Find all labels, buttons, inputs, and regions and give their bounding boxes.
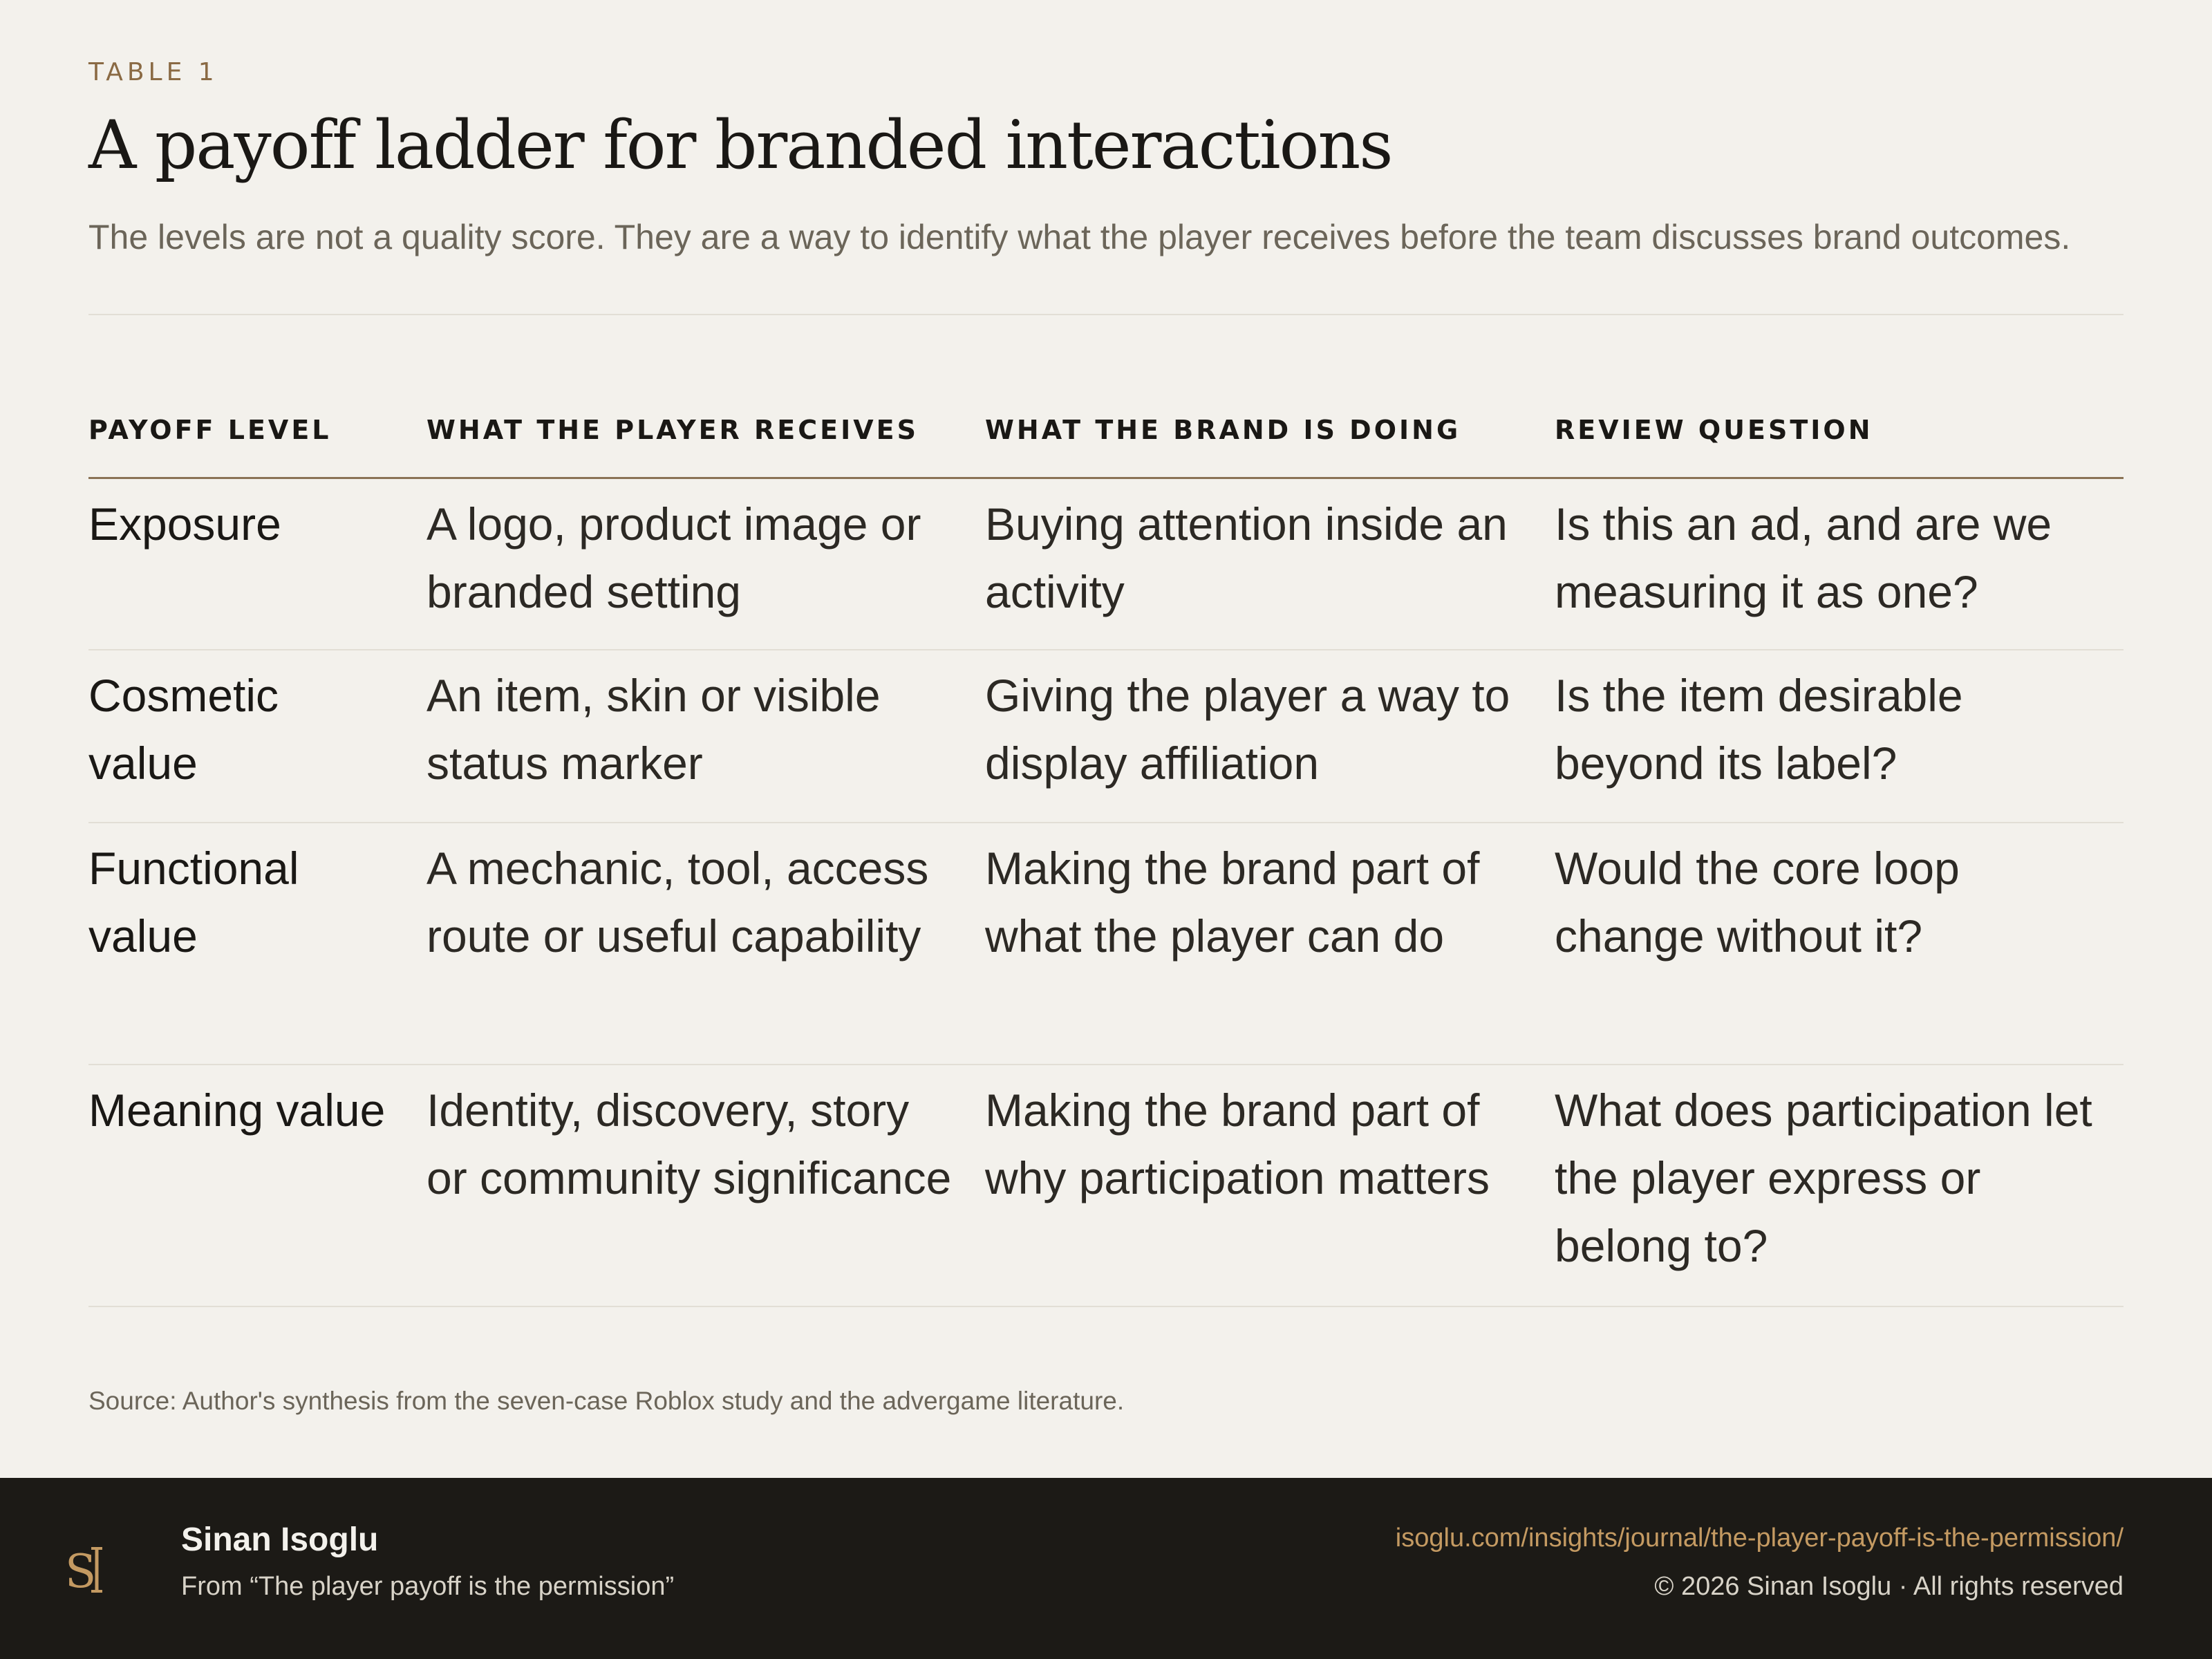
table-row	[88, 823, 2124, 1065]
brand-doing-cell: Making the brand part of what the player can do	[985, 843, 1480, 962]
payoff-level-cell: Cosmetic value	[88, 670, 279, 789]
player-receives-cell: A logo, product image or branded setting	[427, 498, 921, 617]
author-name: Sinan Isoglu	[181, 1521, 379, 1558]
copyright-notice: © 2026 Sinan Isoglu · All rights reserved	[1654, 1572, 2124, 1601]
player-receives-cell: A mechanic, tool, access route or useful capability	[427, 843, 929, 962]
si-monogram-icon	[61, 1539, 123, 1601]
table-row	[88, 650, 2124, 823]
svg-text:S: S	[65, 1545, 97, 1598]
footer	[0, 1478, 2212, 1659]
column-header-player-receives: WHAT THE PLAYER RECEIVES	[427, 415, 919, 445]
article-link[interactable]: isoglu.com/insights/journal/the-player-payoff-is-the-permission/	[1395, 1524, 2124, 1553]
table-label: TABLE 1	[88, 58, 218, 86]
source-note: Source: Author's synthesis from the seven-case Roblox study and the advergame literature.	[88, 1387, 1125, 1415]
table-row	[88, 1065, 2124, 1307]
brand-doing-cell: Giving the player a way to display affiliation	[985, 670, 1510, 789]
payoff-level-cell: Meaning value	[88, 1085, 386, 1136]
column-header-payoff-level: PAYOFF LEVEL	[88, 415, 332, 445]
player-receives-cell: Identity, discovery, story or community significance	[427, 1085, 952, 1203]
article-reference: From “The player payoff is the permission”	[181, 1572, 675, 1601]
review-question-cell: Is this an ad, and are we measuring it as one?	[1555, 498, 2052, 617]
payoff-table	[88, 387, 2124, 1307]
table-header	[88, 387, 2124, 479]
review-question-cell: Is the item desirable beyond its label?	[1555, 670, 1963, 789]
payoff-level-cell: Exposure	[88, 498, 281, 550]
page-title: A payoff ladder for branded interactions	[88, 106, 1392, 184]
page-subtitle: The levels are not a quality score. They are a way to identify what the player receives before the team discusses brand outcomes.	[88, 218, 2071, 256]
column-header-review-question: REVIEW QUESTION	[1555, 415, 1873, 445]
table-row	[88, 479, 2124, 650]
review-question-cell: Would the core loop change without it?	[1555, 843, 1960, 962]
payoff-level-cell: Functional value	[88, 843, 299, 962]
brand-doing-cell: Making the brand part of why participation matters	[985, 1085, 1490, 1203]
header-divider	[88, 314, 2124, 315]
column-header-brand-doing: WHAT THE BRAND IS DOING	[985, 415, 1461, 445]
review-question-cell: What does participation let the player express or belong to?	[1555, 1085, 2092, 1271]
player-receives-cell: An item, skin or visible status marker	[427, 670, 881, 789]
brand-doing-cell: Buying attention inside an activity	[985, 498, 1508, 617]
